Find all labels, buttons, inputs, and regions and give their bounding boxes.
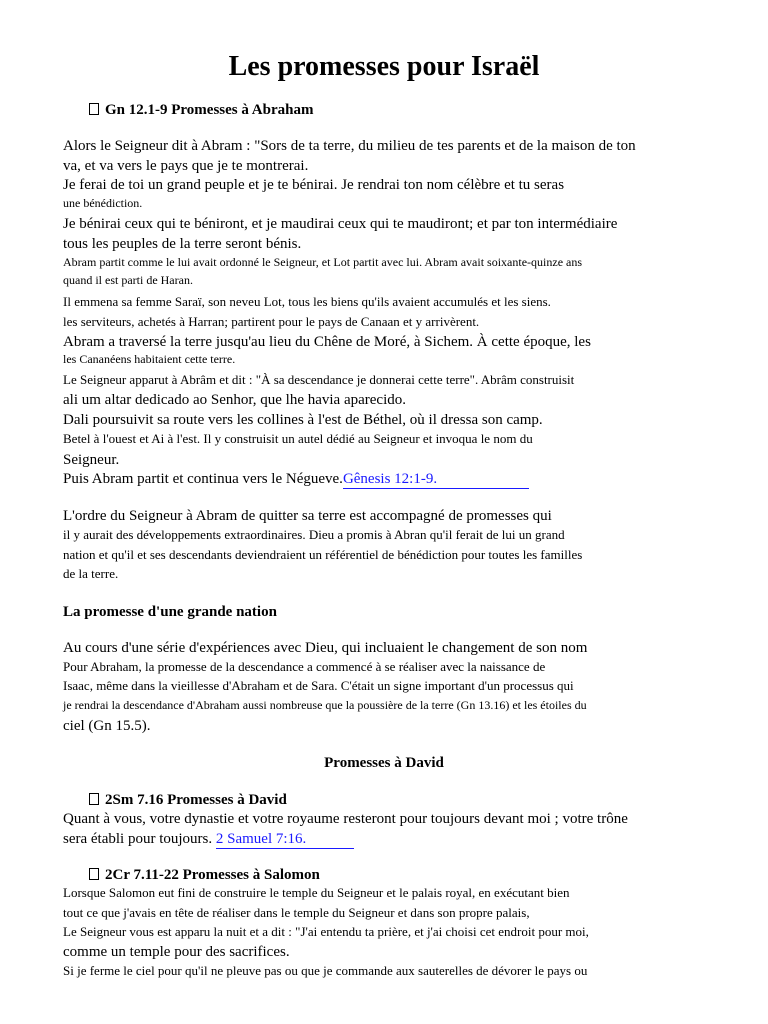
text-line: Quant à vous, votre dynastie et votre royaume resteront pour toujours devant moi ; votre trône (63, 811, 628, 827)
text-line-with-reference (63, 471, 529, 489)
text-line-with-reference (63, 831, 354, 849)
page-title: Les promesses pour Israël (228, 51, 540, 82)
text-line: Je bénirai ceux qui te béniront, et je maudirai ceux qui te maudiront; et par ton intermédiaire (63, 216, 618, 232)
text-line: ali um altar dedicado ao Senhor, que lhe havia aparecido. (63, 392, 407, 408)
text-line: Je ferai de toi un grand peuple et je te bénirai. Je rendrai ton nom célèbre et tu seras (63, 177, 565, 193)
section-heading-david: Promesses à David (324, 755, 444, 771)
text-line: Abram a traversé la terre jusqu'au lieu du Chêne de Moré, à Sichem. À cette époque, les (63, 334, 591, 350)
text-line: les Cananéens habitaient cette terre. (63, 352, 236, 366)
text-line: tout ce que j'avais en tête de réaliser dans le temple du Seigneur et dans son propre palais, (63, 905, 530, 920)
text-line: va, et va vers le pays que je te montrerai. (63, 158, 309, 174)
text-line: Lorsque Salomon eut fini de construire le temple du Seigneur et le palais royal, en exécutant bien (63, 885, 570, 900)
checkbox-bullet-icon (89, 868, 99, 880)
text-line: il y aurait des développements extraordinaires. Dieu a promis à Abran qu'il ferait de lui un grand (63, 527, 565, 542)
text-line: de la terre. (63, 566, 119, 581)
text-line: une bénédiction. (63, 196, 143, 210)
heading-text: 2Sm 7.16 Promesses à David (105, 792, 287, 808)
section-heading-abraham (89, 102, 313, 119)
sub-heading-david (89, 792, 287, 809)
text-line: comme un temple pour des sacrifices. (63, 944, 290, 960)
text-line: les serviteurs, achetés à Harran; partirent pour le pays de Canaan et y arrivèrent. (63, 314, 480, 329)
heading-text: 2Cr 7.11-22 Promesses à Salomon (105, 867, 320, 883)
samuel-reference-link[interactable]: 2 Samuel 7:16. (216, 832, 354, 849)
section-heading-grande-nation: La promesse d'une grande nation (63, 604, 277, 620)
last-line-text: Puis Abram partit et continua vers le Négueve. (63, 471, 343, 487)
checkbox-bullet-icon (89, 793, 99, 805)
text-line: Dali poursuivit sa route vers les collines à l'est de Béthel, où il dressa son camp. (63, 412, 543, 428)
text-line: ciel (Gn 15.5). (63, 718, 151, 734)
text-line: tous les peuples de la terre seront bénis. (63, 236, 302, 252)
text-line: Pour Abraham, la promesse de la descendance a commencé à se réaliser avec la naissance de (63, 659, 546, 674)
text-line: je rendrai la descendance d'Abraham aussi nombreuse que la poussière de la terre (Gn 13.16) et les étoiles du (63, 698, 587, 712)
text-line: L'ordre du Seigneur à Abram de quitter sa terre est accompagné de promesses qui (63, 508, 552, 524)
text-line: Au cours d'une série d'expériences avec Dieu, qui incluaient le changement de son nom (63, 640, 588, 656)
text-line: Le Seigneur vous est apparu la nuit et a dit : "J'ai entendu ta prière, et j'ai choisi cet endroit pour moi, (63, 924, 589, 939)
section-heading-salomon (89, 867, 320, 884)
text-line: Alors le Seigneur dit à Abram : "Sors de ta terre, du milieu de tes parents et de la maison de ton (63, 138, 636, 154)
text-line: Abram partit comme le lui avait ordonné le Seigneur, et Lot partit avec lui. Abram avait soixante-quinze ans (63, 255, 583, 269)
text-line: quand il est parti de Haran. (63, 273, 193, 287)
text-line: Il emmena sa femme Saraï, son neveu Lot, tous les biens qu'ils avaient accumulés et les siens. (63, 294, 551, 309)
text-line: Betel à l'ouest et Ai à l'est. Il y construisit un autel dédié au Seigneur et invoqua le nom du (63, 431, 533, 446)
text-line: Seigneur. (63, 452, 120, 468)
heading-text: Gn 12.1-9 Promesses à Abraham (105, 102, 314, 118)
genesis-reference-link[interactable]: Gênesis 12:1-9. (343, 472, 529, 489)
line-text: sera établi pour toujours. (63, 831, 213, 847)
text-line: Le Seigneur apparut à Abrâm et dit : "À sa descendance je donnerai cette terre". Abrâm construisit (63, 372, 575, 387)
text-line: nation et qu'il et ses descendants deviendraient un référentiel de bénédiction pour toutes les familles (63, 547, 583, 562)
checkbox-bullet-icon (89, 103, 99, 115)
text-line: Isaac, même dans la vieillesse d'Abraham et de Sara. C'était un signe important d'un processus qui (63, 678, 574, 693)
text-line: Si je ferme le ciel pour qu'il ne pleuve pas ou que je commande aux sauterelles de dévorer le pays ou (63, 963, 588, 978)
